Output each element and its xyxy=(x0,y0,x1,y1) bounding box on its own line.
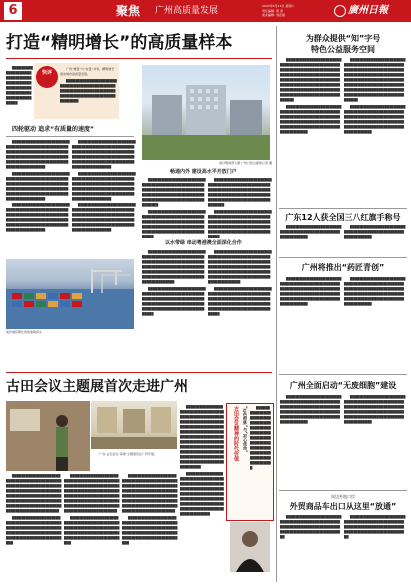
port-illustration-icon xyxy=(6,259,134,329)
right-story-2-col-2: ██████████████████████████████████████████████████████████████ xyxy=(344,225,406,239)
sidebar-title: 古田会议精神的时代价值 xyxy=(233,406,239,461)
meta-date: 2023年5月13日 星期六 xyxy=(262,4,295,8)
meta-art-editor: 美术编辑: 刘若丽 xyxy=(262,13,285,17)
exhibit-visitor-icon xyxy=(6,401,90,471)
right-headline-1a: 为群众提供“知”字号 xyxy=(305,34,381,43)
header-meta xyxy=(262,4,312,18)
intro-text: ████████████████████████████████████████████████████████████████████████████████ xyxy=(6,66,33,105)
exhibit-column-2: ████████████████████████████████████████████████████████████████████████████████████████████████████████████████████████████████████████████████████████████████████████████████████████████ ████████████████████████████████████████████████████████████████████████████████████████████████████████████████████████ xyxy=(64,474,120,545)
building-photo xyxy=(142,65,270,160)
right-headline-1b: 特色公益服务空间 xyxy=(311,45,375,54)
filler-paragraph: ██████████████████████████████████████████████████████████████████████████████████████████████████████ xyxy=(60,78,117,103)
right-story-2-col-1: ██████████████████████████████████████████████████████████████ xyxy=(280,225,342,239)
story-column-5: ██████████████████████████████████████████████████████████████████████████████████████████████████████████████████████████████████████████████████████████████████████████████ ██████████████████████████████████████████████████████████████████████████████████████████████████████████████████████████████████████████ xyxy=(142,250,206,316)
meta-editor: 责任编辑: 黄 清 xyxy=(262,8,283,13)
right-story-3-col-1: ████████████████████████████████████████████████████████████████████████████████████████████████████████████████████████████████████████████ xyxy=(280,277,342,306)
story-column-1: ██████████████████████████████████████████████████████████████████████████████████████████████████████████████████████████████████████████████████████ ██████████████████████████████████████████████████████████████████████████████████████████████████████████████████████████████████████████████████████ ██████████████████████████████████████████████████████████████████████████████████████████████████████████████████████████████████████████████████████ xyxy=(6,140,70,232)
editor-note-text xyxy=(60,67,117,117)
section-subtitle: 广州高质量发展 xyxy=(155,6,219,16)
right-headline-4: 广州全面启动“无废细胞”建设 xyxy=(289,381,397,390)
story-column-2: ██████████████████████████████████████████████████████████████████████████████████████████████████████████████████████████████████████████████████████ ██████████████████████████████████████████████████████████████████████████████████████████████████████████████████████████████████████████████████████ ██████████████████████████████████████████████████████████████████████████████████████████████████████████████████████████████████████████████████████ xyxy=(72,140,136,232)
right-rule-2 xyxy=(279,257,407,258)
subheading-2: 畅通内外 建设高水平开放门户 xyxy=(170,169,237,175)
exhibit-caption xyxy=(92,452,178,470)
subheading-rule xyxy=(6,136,134,137)
exhibit-hall-photo xyxy=(91,401,177,449)
right-rule-1 xyxy=(279,208,407,209)
right-story-4-col-2: ████████████████████████████████████████████████████████████████████████████████████████████████████████████████████████████████████████████ xyxy=(344,395,406,424)
main-headline: 打造“精明增长”的高质量样本 xyxy=(6,33,233,53)
exhibit-column-3: ████████████████████████████████████████████████████████████████████████████████████████████████████████████████████████████████████████████████████████████████████████████████████████████ ████████████████████████████████████████████████████████████████████████████████████████████████████████████████████████ xyxy=(122,474,178,545)
right-story-3-col-2: ████████████████████████████████████████████████████████████████████████████████████████████████████████████████████████████████████████████ xyxy=(344,277,406,306)
portrait-person-icon xyxy=(230,522,270,572)
author-portrait xyxy=(230,522,270,572)
sidebar-subtitle: “红色根脉”与“初心使命” xyxy=(243,406,248,453)
sidebar-text: ██████████████████████████████████████████████████████████████████████████████████████████████████████████ xyxy=(250,406,271,470)
newspaper-logo: 廣州日報 xyxy=(348,5,388,16)
right-story-1-col-1: ████████████████████████████████████████████████████████████████████████████████████████████████████████████████████████████████████████████████████████████████████████████████████████████████████████████████████ ████████████████████████████████████████████████████████████████████████████████████████████████████████████████████████████████████████████ xyxy=(280,58,342,134)
exhibit-photo xyxy=(6,401,90,471)
subheading-3: 以水带绿 串动粤港澳全面深化合作 xyxy=(165,240,242,246)
right-headline-2: 广东12人获全国三八红旗手称号 xyxy=(285,213,401,222)
headline-rule xyxy=(6,58,272,59)
story-column-4: ████████████████████████████████████████████████████████████████████████████████████████████████████████████████████████████████████████████ ██████████████████████████████████████████████████████████████████████████████████████████████████████████████████████████████████████████ xyxy=(208,178,272,238)
page-number: 6 xyxy=(4,2,22,20)
right-headline-5a: 周边外地口岸 xyxy=(331,494,355,499)
right-headline-5b: 外贸商品车出口从这里“放通” xyxy=(289,502,397,511)
right-rule-3 xyxy=(279,374,407,375)
building-caption: 南沙明珠湾大厦 广州日报全媒体记者 摄 xyxy=(219,161,272,165)
column-divider xyxy=(276,26,277,582)
building-illustration-icon xyxy=(142,65,270,160)
right-headline-3: 广州将推出“药匠青创” xyxy=(301,263,385,272)
exhibit-column-4: ██████████████████████████████████████████████████████████████████████████████████████████████████████████████████████████████████████████████████████████████████████████████████████████████████████████████████████████████████████████ ██████████████████████████████████████████████████████████████████████████████████████████████████████████████████████████████████████████████████████████████████ xyxy=(180,405,224,516)
section-divider xyxy=(6,372,272,373)
exhibit-headline: 古田会议主题展首次走进广州 xyxy=(6,379,188,395)
right-story-5-col-1: ████████████████████████████████████████████████████████████████████████████████████████████████████████ xyxy=(280,515,342,539)
exhibit-caption-text: “广东·古田会议·铸魂”主题展览在广州开展。 xyxy=(98,452,158,456)
logo-mark-icon xyxy=(334,5,346,17)
story-column-6: ██████████████████████████████████████████████████████████████████████████████████████████████████████████████████████████████████████████████████████████████████████████████ ██████████████████████████████████████████████████████████████████████████████████████████████████████████████████████████████████████████ xyxy=(208,250,272,316)
editor-note-paragraph: 广州“增量”与“存量”并举，精明增长推动城市高质量发展。 xyxy=(60,67,115,76)
right-story-1-col-2: ████████████████████████████████████████████████████████████████████████████████████████████████████████████████████████████████████████████████████████████████████████████████████████████████████████████████████ ████████████████████████████████████████████████████████████████████████████████████████████████████████████████████████████████████████████ xyxy=(344,58,406,134)
section-tag: 聚焦 xyxy=(116,4,141,18)
right-rule-4 xyxy=(279,490,407,491)
port-photo xyxy=(6,259,134,329)
port-caption: 南沙港区繁忙的集装箱码头 xyxy=(6,330,43,334)
editor-badge: 快评 xyxy=(36,66,58,88)
right-story-5-col-2: ████████████████████████████████████████████████████████████████████████████████████████████████████████ xyxy=(344,515,406,539)
right-story-4-col-1: ████████████████████████████████████████████████████████████████████████████████████████████████████████████████████████████████████████████ xyxy=(280,395,342,424)
story-column-3: ████████████████████████████████████████████████████████████████████████████████████████████████████████████████████████████████████████████ ██████████████████████████████████████████████████████████████████████████████████████████████████████████████████████████████████████████ xyxy=(142,178,206,238)
subheading-1: 四轮驱动 追求“有质量的速度” xyxy=(12,126,94,133)
exhibit-column-1: ████████████████████████████████████████████████████████████████████████████████████████████████████████████████████████████████████████████████████████████████████████████████████████████ ████████████████████████████████████████████████████████████████████████████████████████████████████████████████████████ xyxy=(6,474,62,545)
exhibit-hall-icon xyxy=(91,401,177,449)
